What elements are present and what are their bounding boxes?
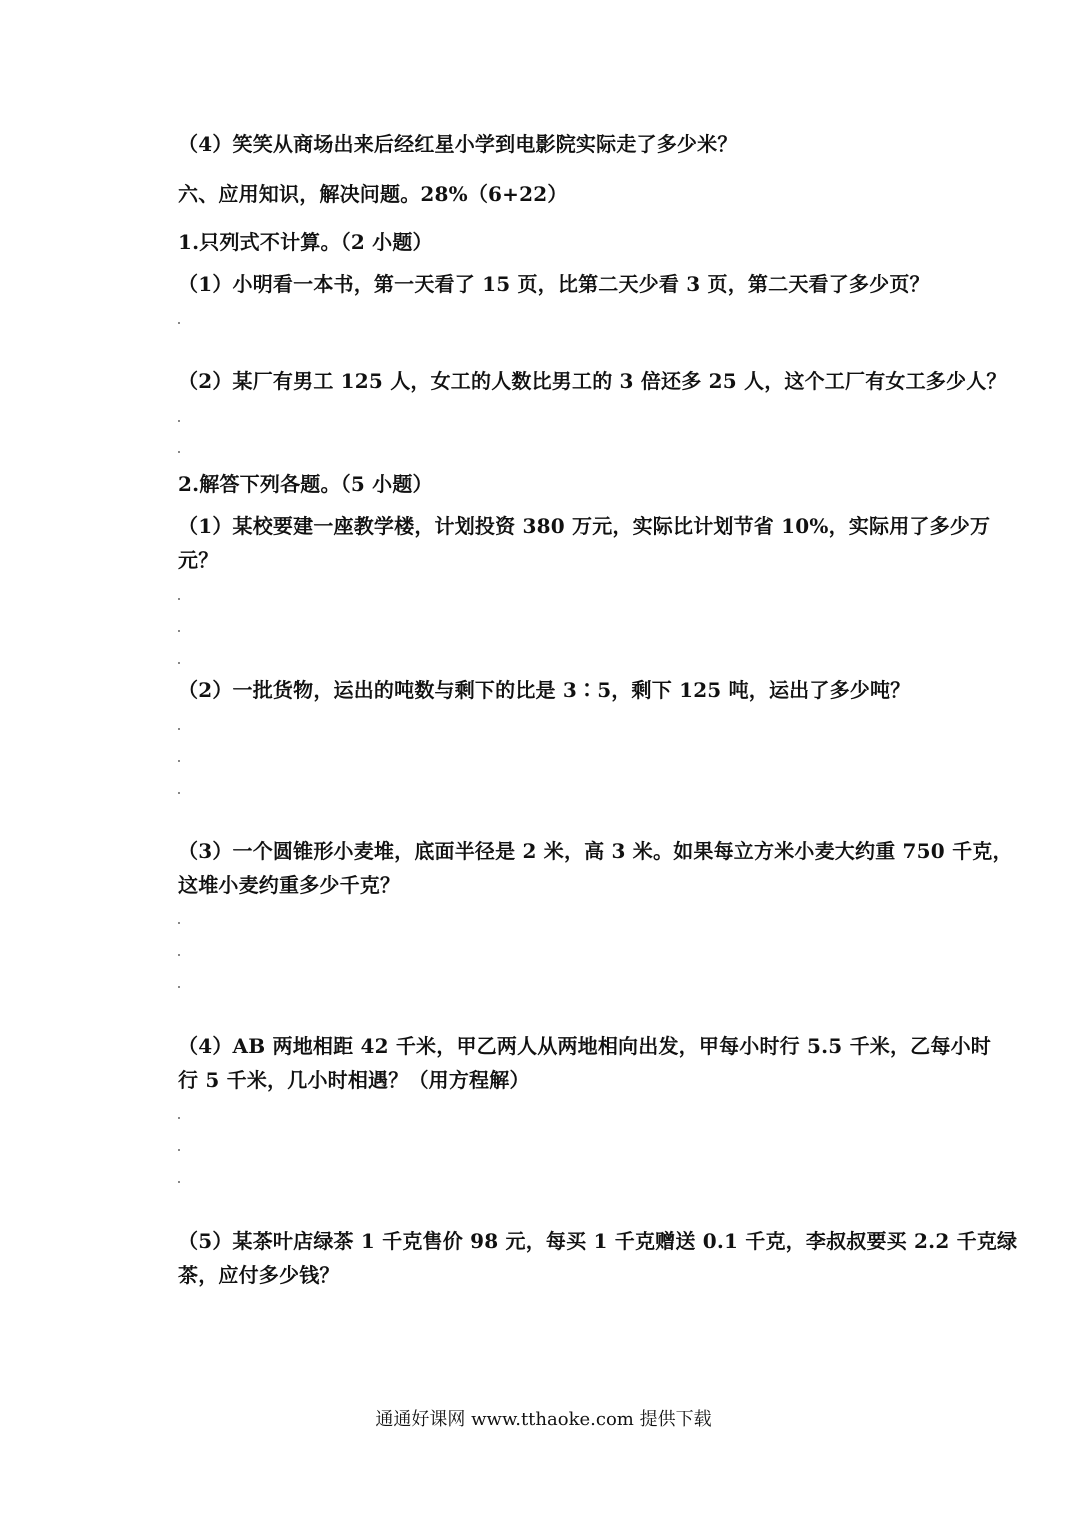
part-1-question-2: （2）某厂有男工 125 人，女工的人数比男工的 3 倍还多 25 人，这个工厂有女工多少人？ [178,369,1007,393]
answer-space-marker [178,728,180,730]
part-1-heading: 1.只列式不计算。（2 小题） [178,230,433,254]
part-2-question-1-line-1: （1）某校要建一座教学楼，计划投资 380 万元，实际比计划节省 10%，实际用了多少万 [178,514,991,538]
answer-space-marker [178,322,180,324]
answer-space-marker [178,662,180,664]
question-4-maze: （4）笑笑从商场出来后经红星小学到电影院实际走了多少米？ [178,132,738,156]
answer-space-marker [178,420,180,422]
answer-space-marker [178,986,180,988]
section-six-heading: 六、应用知识，解决问题。28%（6+22） [178,182,568,206]
part-2-question-5-line-2: 茶，应付多少钱？ [178,1263,340,1287]
answer-space-marker [178,954,180,956]
answer-space-marker [178,598,180,600]
part-2-question-4-line-1: （4）AB 两地相距 42 千米，甲乙两人从两地相向出发，甲每小时行 5.5 千米，乙每小时 [178,1034,991,1058]
part-2-question-3-line-2: 这堆小麦约重多少千克？ [178,873,401,897]
answer-space-marker [178,922,180,924]
part-2-question-4-line-2: 行 5 千米，几小时相遇？（用方程解） [178,1068,530,1092]
part-2-heading: 2.解答下列各题。（5 小题） [178,472,433,496]
part-2-question-1-line-2: 元？ [178,548,219,572]
part-2-question-5-line-1: （5）某茶叶店绿茶 1 千克售价 98 元，每买 1 千克赠送 0.1 千克，李叔叔要买 2.2 千克绿 [178,1229,1018,1253]
answer-space-marker [178,1149,180,1151]
answer-space-marker [178,451,180,453]
answer-space-marker [178,1117,180,1119]
part-1-question-1: （1）小明看一本书，第一天看了 15 页，比第二天少看 3 页，第二天看了多少页？ [178,272,930,296]
part-2-question-2: （2）一批货物，运出的吨数与剩下的比是 3∶5，剩下 125 吨，运出了多少吨？ [178,678,911,702]
answer-space-marker [178,792,180,794]
page-footer: 通通好课网 www.tthaoke.com 提供下载 [375,1409,712,1430]
answer-space-marker [178,630,180,632]
answer-space-marker [178,1181,180,1183]
answer-space-marker [178,760,180,762]
part-2-question-3-line-1: （3）一个圆锥形小麦堆，底面半径是 2 米，高 3 米。如果每立方米小麦大约重 750 千克， [178,839,1013,863]
